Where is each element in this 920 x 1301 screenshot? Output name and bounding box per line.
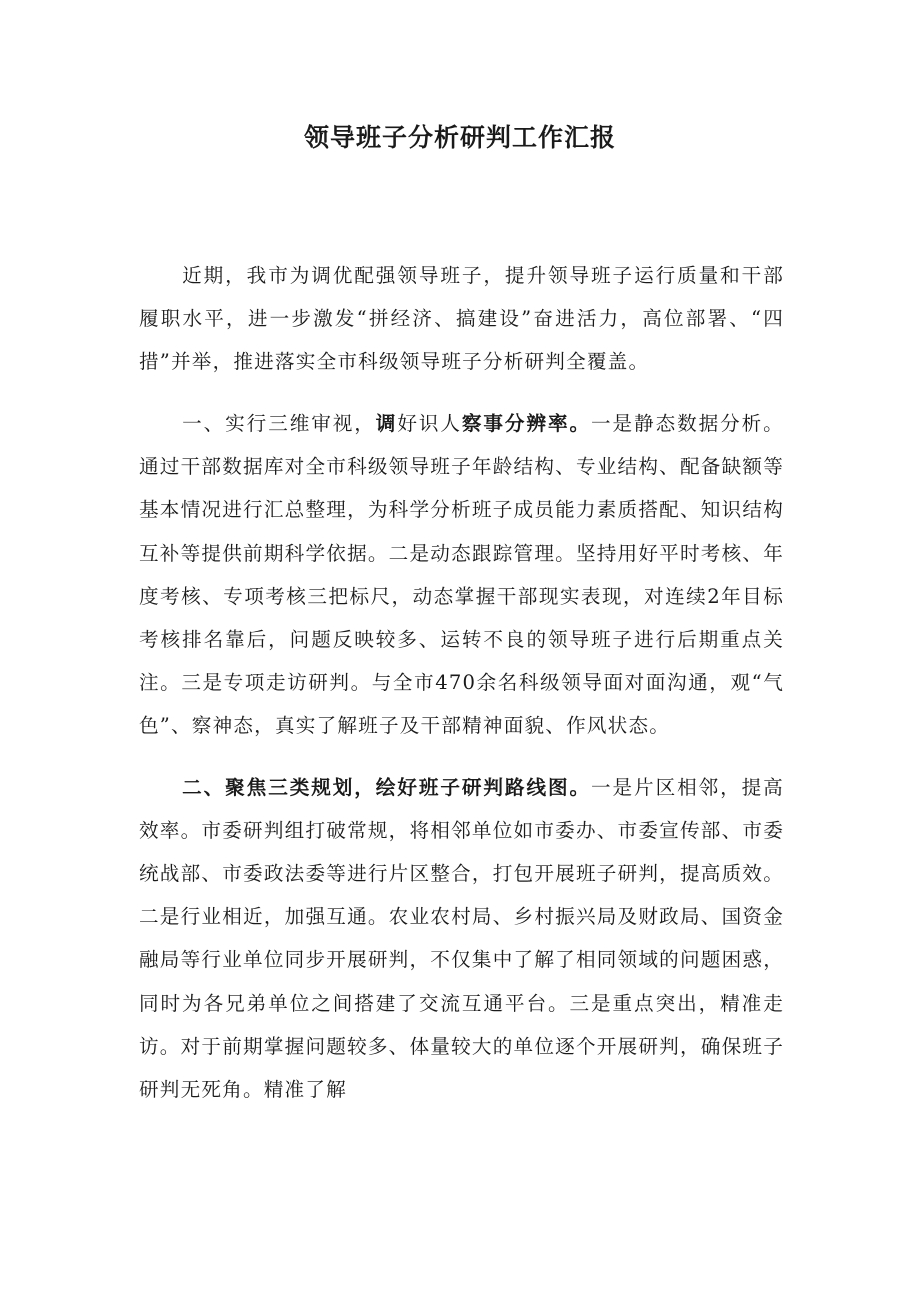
- paragraph-text: 一是静态数据分析。通过干部数据库对全市科级领导班子年龄结构、专业结构、配备缺额等基本情况进行汇总整理，为科学分析班子成员能力素质搭配、知识结构互补等提供前期科学依据。二是动态跟踪管理。坚持用好平时考核、年度考核、专项考核三把标尺，动态掌握干部现实表现，对连续2年目标考核排名靠后，问题反映较多、运转不良的领导班子进行后期重点关注。三是专项走访研判。与全市470余名科级领导面对面沟通，观“气色”、察神态，真实了解班子及干部精神面貌、作风状态。: [139, 412, 784, 737]
- page-title: 领导班子分析研判工作汇报: [303, 123, 616, 152]
- section-heading-bold: 调: [375, 412, 398, 436]
- paragraph-section-1: [139, 402, 784, 747]
- section-heading-bold: 察事分辨率。: [461, 412, 592, 436]
- section-heading-plain: 好识人: [397, 412, 462, 436]
- paragraph-text: 一是片区相邻，提高效率。市委研判组打破常规，将相邻单位如市委办、市委宣传部、市委统战部、市委政法委等进行片区整合，打包开展班子研判，提高质效。二是行业相近，加强互通。农业农村局、乡村振兴局及财政局、国资金融局等行业单位同步开展研判，不仅集中了解了相同领域的问题困惑，同时为各兄弟单位之间搭建了交流互通平台。三是重点突出，精准走访。对于前期掌握问题较多、体量较大的单位逐个开展研判，确保班子研判无死角。精准了解: [139, 776, 784, 1101]
- section-heading-plain: 一、实行三维审视，: [182, 412, 376, 436]
- paragraph-intro: [139, 254, 784, 383]
- section-heading-bold: 二、聚焦三类规划，绘好班子研判路线图。: [182, 776, 592, 800]
- document-body: [139, 254, 784, 1111]
- paragraph-section-2: [139, 766, 784, 1111]
- paragraph-text: 近期，我市为调优配强领导班子，提升领导班子运行质量和干部履职水平，进一步激发“拼经济、搞建设”奋进活力，高位部署、“四措”并举，推进落实全市科级领导班子分析研判全覆盖。: [139, 264, 784, 374]
